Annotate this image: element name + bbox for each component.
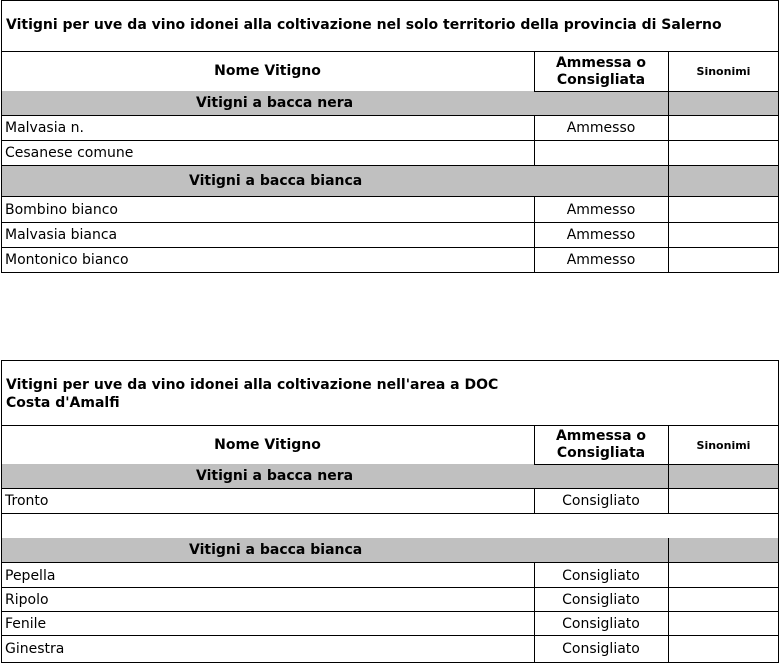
grid-line (1, 272, 779, 273)
group-label-bianca: Vitigni a bacca bianca (189, 173, 363, 189)
table-row-name: Montonico bianco (5, 252, 129, 268)
header-synonyms: Sinonimi (696, 65, 751, 78)
grid-line (534, 425, 535, 464)
grid-line (1, 488, 779, 489)
grid-line (1, 360, 2, 663)
grid-line (778, 360, 779, 663)
grid-line (1, 140, 779, 141)
grid-line (668, 425, 669, 513)
table-row-status: Consigliato (562, 592, 640, 608)
table-title: Vitigni per uve da vino idonei alla coltivazione nell'area a DOC Costa d'Amalfi (6, 377, 499, 411)
table-row-name: Pepella (5, 568, 56, 584)
grid-line (668, 51, 669, 273)
grid-line (1, 360, 779, 361)
grid-line (534, 91, 779, 92)
vine-table-costa-amalfi (1, 360, 779, 664)
table-row-name: Cesanese comune (5, 145, 134, 161)
grid-line (1, 0, 779, 1)
table-row-status: Ammesso (566, 227, 636, 243)
group-label-bianca: Vitigni a bacca bianca (189, 542, 363, 558)
table-row-status: Consigliato (562, 641, 640, 657)
table-row-name: Fenile (5, 616, 47, 632)
table-row-name: Tronto (5, 493, 49, 509)
header-synonyms: Sinonimi (696, 438, 751, 452)
grid-line (534, 51, 535, 91)
grid-line (1, 0, 2, 273)
grid-line (778, 0, 779, 273)
table-title: Vitigni per uve da vino idonei alla coltivazione nel solo territorio della provincia di Salerno (6, 17, 722, 33)
grid-line (668, 538, 669, 663)
header-name: Nome Vitigno (214, 63, 321, 79)
table-row-status: Consigliato (562, 568, 640, 584)
grid-line (1, 165, 779, 166)
table-row-status (534, 141, 668, 165)
grid-line (1, 222, 779, 223)
header-status: Ammessa o Consigliata (555, 428, 647, 461)
grid-line (1, 562, 779, 563)
grid-line (1, 611, 779, 612)
table-row-status: Ammesso (566, 202, 636, 218)
header-status: Ammessa o Consigliata (555, 54, 647, 88)
table-row-status: Consigliato (562, 616, 640, 632)
group-label-nera: Vitigni a bacca nera (196, 95, 354, 111)
grid-line (1, 662, 779, 663)
grid-line (534, 464, 779, 465)
grid-line (1, 425, 779, 426)
grid-line (1, 635, 779, 636)
grid-line (1, 196, 779, 197)
group-label-nera: Vitigni a bacca nera (196, 468, 354, 484)
table-row-status: Ammesso (566, 252, 636, 268)
grid-line (1, 115, 779, 116)
grid-line (534, 562, 535, 663)
grid-line (1, 247, 779, 248)
grid-line (1, 51, 779, 52)
grid-line (534, 115, 535, 166)
header-name: Nome Vitigno (214, 436, 321, 453)
grid-line (1, 513, 779, 514)
grid-line (534, 488, 535, 513)
vine-table-salerno (1, 0, 779, 274)
table-row-name: Ripolo (5, 592, 49, 608)
table-row-name: Bombino bianco (5, 202, 118, 218)
table-row-status: Consigliato (562, 493, 640, 509)
grid-line (1, 587, 779, 588)
table-row-name: Ginestra (5, 641, 65, 657)
grid-line (534, 196, 535, 273)
table-row-status: Ammesso (566, 120, 636, 136)
table-row-name: Malvasia n. (5, 120, 84, 136)
table-row-name: Malvasia bianca (5, 227, 118, 243)
